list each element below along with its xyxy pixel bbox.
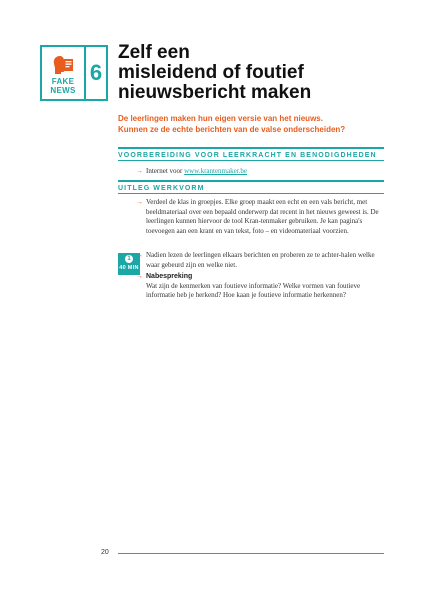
time-step-number: 1: [127, 256, 131, 262]
fake-news-badge: [40, 45, 108, 101]
time-duration: 40 MIN: [119, 265, 139, 271]
method-item-3: [136, 272, 382, 301]
title-line3: nieuwsbericht maken: [118, 82, 312, 103]
footer-divider: [118, 553, 384, 554]
intro-line1: De leerlingen maken hun eigen versie van het nieuws.: [118, 114, 323, 123]
arrow-icon: →: [136, 252, 143, 259]
arrow-icon: →: [136, 273, 143, 280]
method-item-2-text: Nadien lezen de leerlingen elkaars berichten en proberen ze te achter-halen welke waar gebeurd zijn en welke niet.: [146, 251, 375, 269]
krantenmaker-link[interactable]: www.krantenmaker.be: [184, 167, 248, 175]
section-preparation: [118, 147, 384, 161]
badge-label-line1: FAKE: [51, 77, 75, 86]
badge-label-line2: NEWS: [50, 85, 76, 95]
page-title: [118, 43, 408, 103]
method-item-2: [136, 251, 382, 270]
section-method: [118, 180, 384, 194]
method-item-3-title: Nabespreking: [146, 273, 193, 280]
intro-line2: Kunnen ze de echte berichten van de valse onderscheiden?: [118, 125, 346, 134]
arrow-icon: →: [136, 168, 143, 175]
intro-text: [118, 113, 398, 135]
page-number: 20: [101, 549, 109, 556]
preparation-item: [136, 167, 382, 177]
section-method-title: UITLEG WERKVORM: [118, 185, 205, 192]
badge-number-cell: [86, 47, 106, 99]
arrow-icon: →: [136, 199, 143, 206]
title-line1: Zelf een: [118, 42, 190, 63]
badge-number: 6: [89, 60, 103, 85]
badge-logo: [42, 47, 86, 99]
method-item-3-text: Wat zijn de kenmerken van foutieve informatie? Welke vormen van foutieve informatie heb je herkend? Hoe kaan je foutieve informatie herkennen?: [146, 281, 361, 299]
preparation-item-text: Internet voor: [146, 167, 185, 175]
title-line2: misleidend of foutief: [118, 62, 304, 83]
badge-label: [42, 78, 84, 95]
clock-icon: [125, 255, 133, 263]
fake-news-head-icon: [51, 53, 75, 77]
method-item-1-text: Verdeel de klas in groepjes. Elke groep maakt een echt en een vals bericht, met beeldmateriaal over een bepaald onderwerp dat recent in het nieuws geweest is. De leerlingen kunnen hiervoor de tool Kran-tenmaker gebruiken. Je kan pagina's toevoegen aan een krant en van tekst, foto – en videomateriaal voorzien.: [146, 198, 379, 235]
section-preparation-title: VOORBEREIDING VOOR LEERKRACHT EN BENODIGDHEDEN: [118, 152, 377, 159]
method-item-1: [136, 198, 382, 236]
